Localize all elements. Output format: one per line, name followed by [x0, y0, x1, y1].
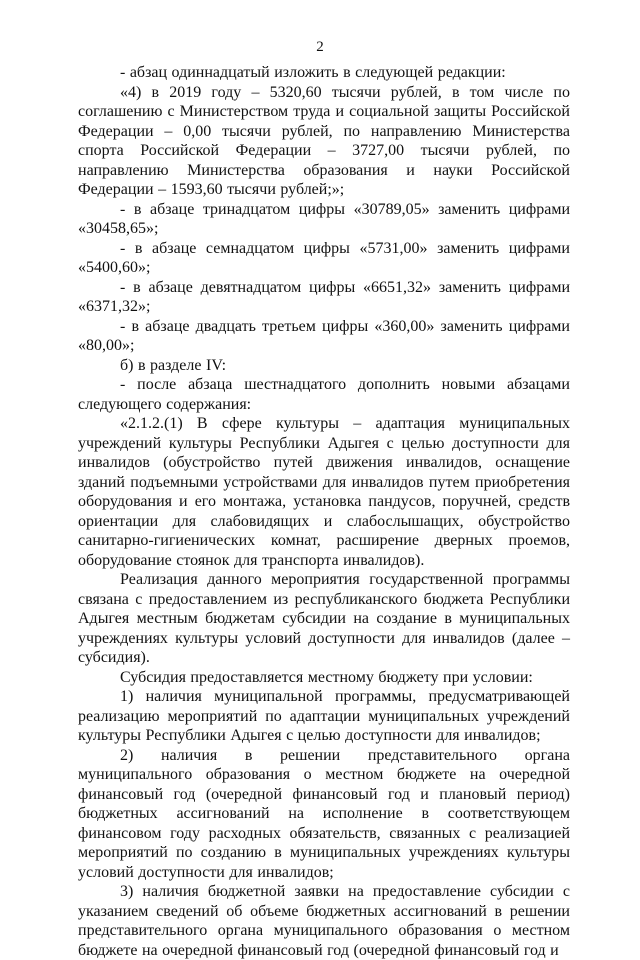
paragraph: - после абзаца шестнадцатого дополнить новыми абзацами следующего содержания: [78, 376, 570, 413]
paragraph: «2.1.2.(1) В сфере культуры – адаптация муниципальных учреждений культуры Республики Адыгея с целью доступности для инвалидов (обустройство путей движения инвалидов, оснащение зданий подъемными устройствами для инвалидов путем приобретения оборудования и его монтажа, установка пандусов, поручней, средств ориентации для слабовидящих и слабослышащих, обустройство санитарно-гигиенических комнат, расширение дверных проемов, оборудование стоянок для транспорта инвалидов). [78, 415, 570, 569]
paragraph: - в абзаце тринадцатом цифры «30789,05» заменить цифрами «30458,65»; [78, 200, 570, 237]
paragraph: - в абзаце двадцать третьем цифры «360,00» заменить цифрами «80,00»; [78, 317, 570, 354]
page-number: 2 [316, 39, 324, 55]
paragraph: б) в разделе IV: [120, 356, 227, 374]
paragraph: - в абзаце девятнадцатом цифры «6651,32» заменить цифрами «6371,32»; [78, 278, 570, 315]
paragraph: «4) в 2019 году – 5320,60 тысячи рублей, в том числе по соглашению с Министерством труда и социальной защиты Российской Федерации – 0,00 тысячи рублей, по направлению Министерства спорта Российской Федерации – 3727,00 тысячи рублей, по направлению Министерства образования и науки Российской Федерации – 1593,60 тысячи рублей;»; [78, 83, 570, 198]
paragraph: 3) наличия бюджетной заявки на предоставление субсидии с указанием сведений об объеме бюджетных ассигнований в решении представительного органа муниципального образования о местном бюджете на очередной финансовый год (очередной финансовый год и [78, 883, 570, 959]
paragraph: 2) наличия в решении представительного органа муниципального образования о местном бюджете на очередной финансовый год (очередной финансовый год и плановый период) бюджетных ассигнований на исполнение в соответствующем финансовом году расходных обязательств, связанных с реализацией мероприятий по созданию в муниципальных учреждениях культуры условий доступности для инвалидов; [78, 746, 570, 881]
paragraph: Субсидия предоставляется местному бюджету при условии: [120, 668, 533, 686]
paragraph: - абзац одиннадцатый изложить в следующей редакции: [120, 64, 506, 81]
paragraph: 1) наличия муниципальной программы, предусматривающей реализацию мероприятий по адаптации муниципальных учреждений культуры Республики Адыгея с целью доступности для инвалидов; [78, 688, 570, 744]
paragraph: - в абзаце семнадцатом цифры «5731,00» заменить цифрами «5400,60»; [78, 239, 570, 276]
document-body [78, 63, 570, 960]
paragraph: Реализация данного мероприятия государственной программы связана с предоставлением из республиканского бюджета Республики Адыгея местным бюджетам субсидии на создание в муниципальных учреждениях культуры условий доступности для инвалидов (далее – субсидия). [78, 571, 570, 666]
